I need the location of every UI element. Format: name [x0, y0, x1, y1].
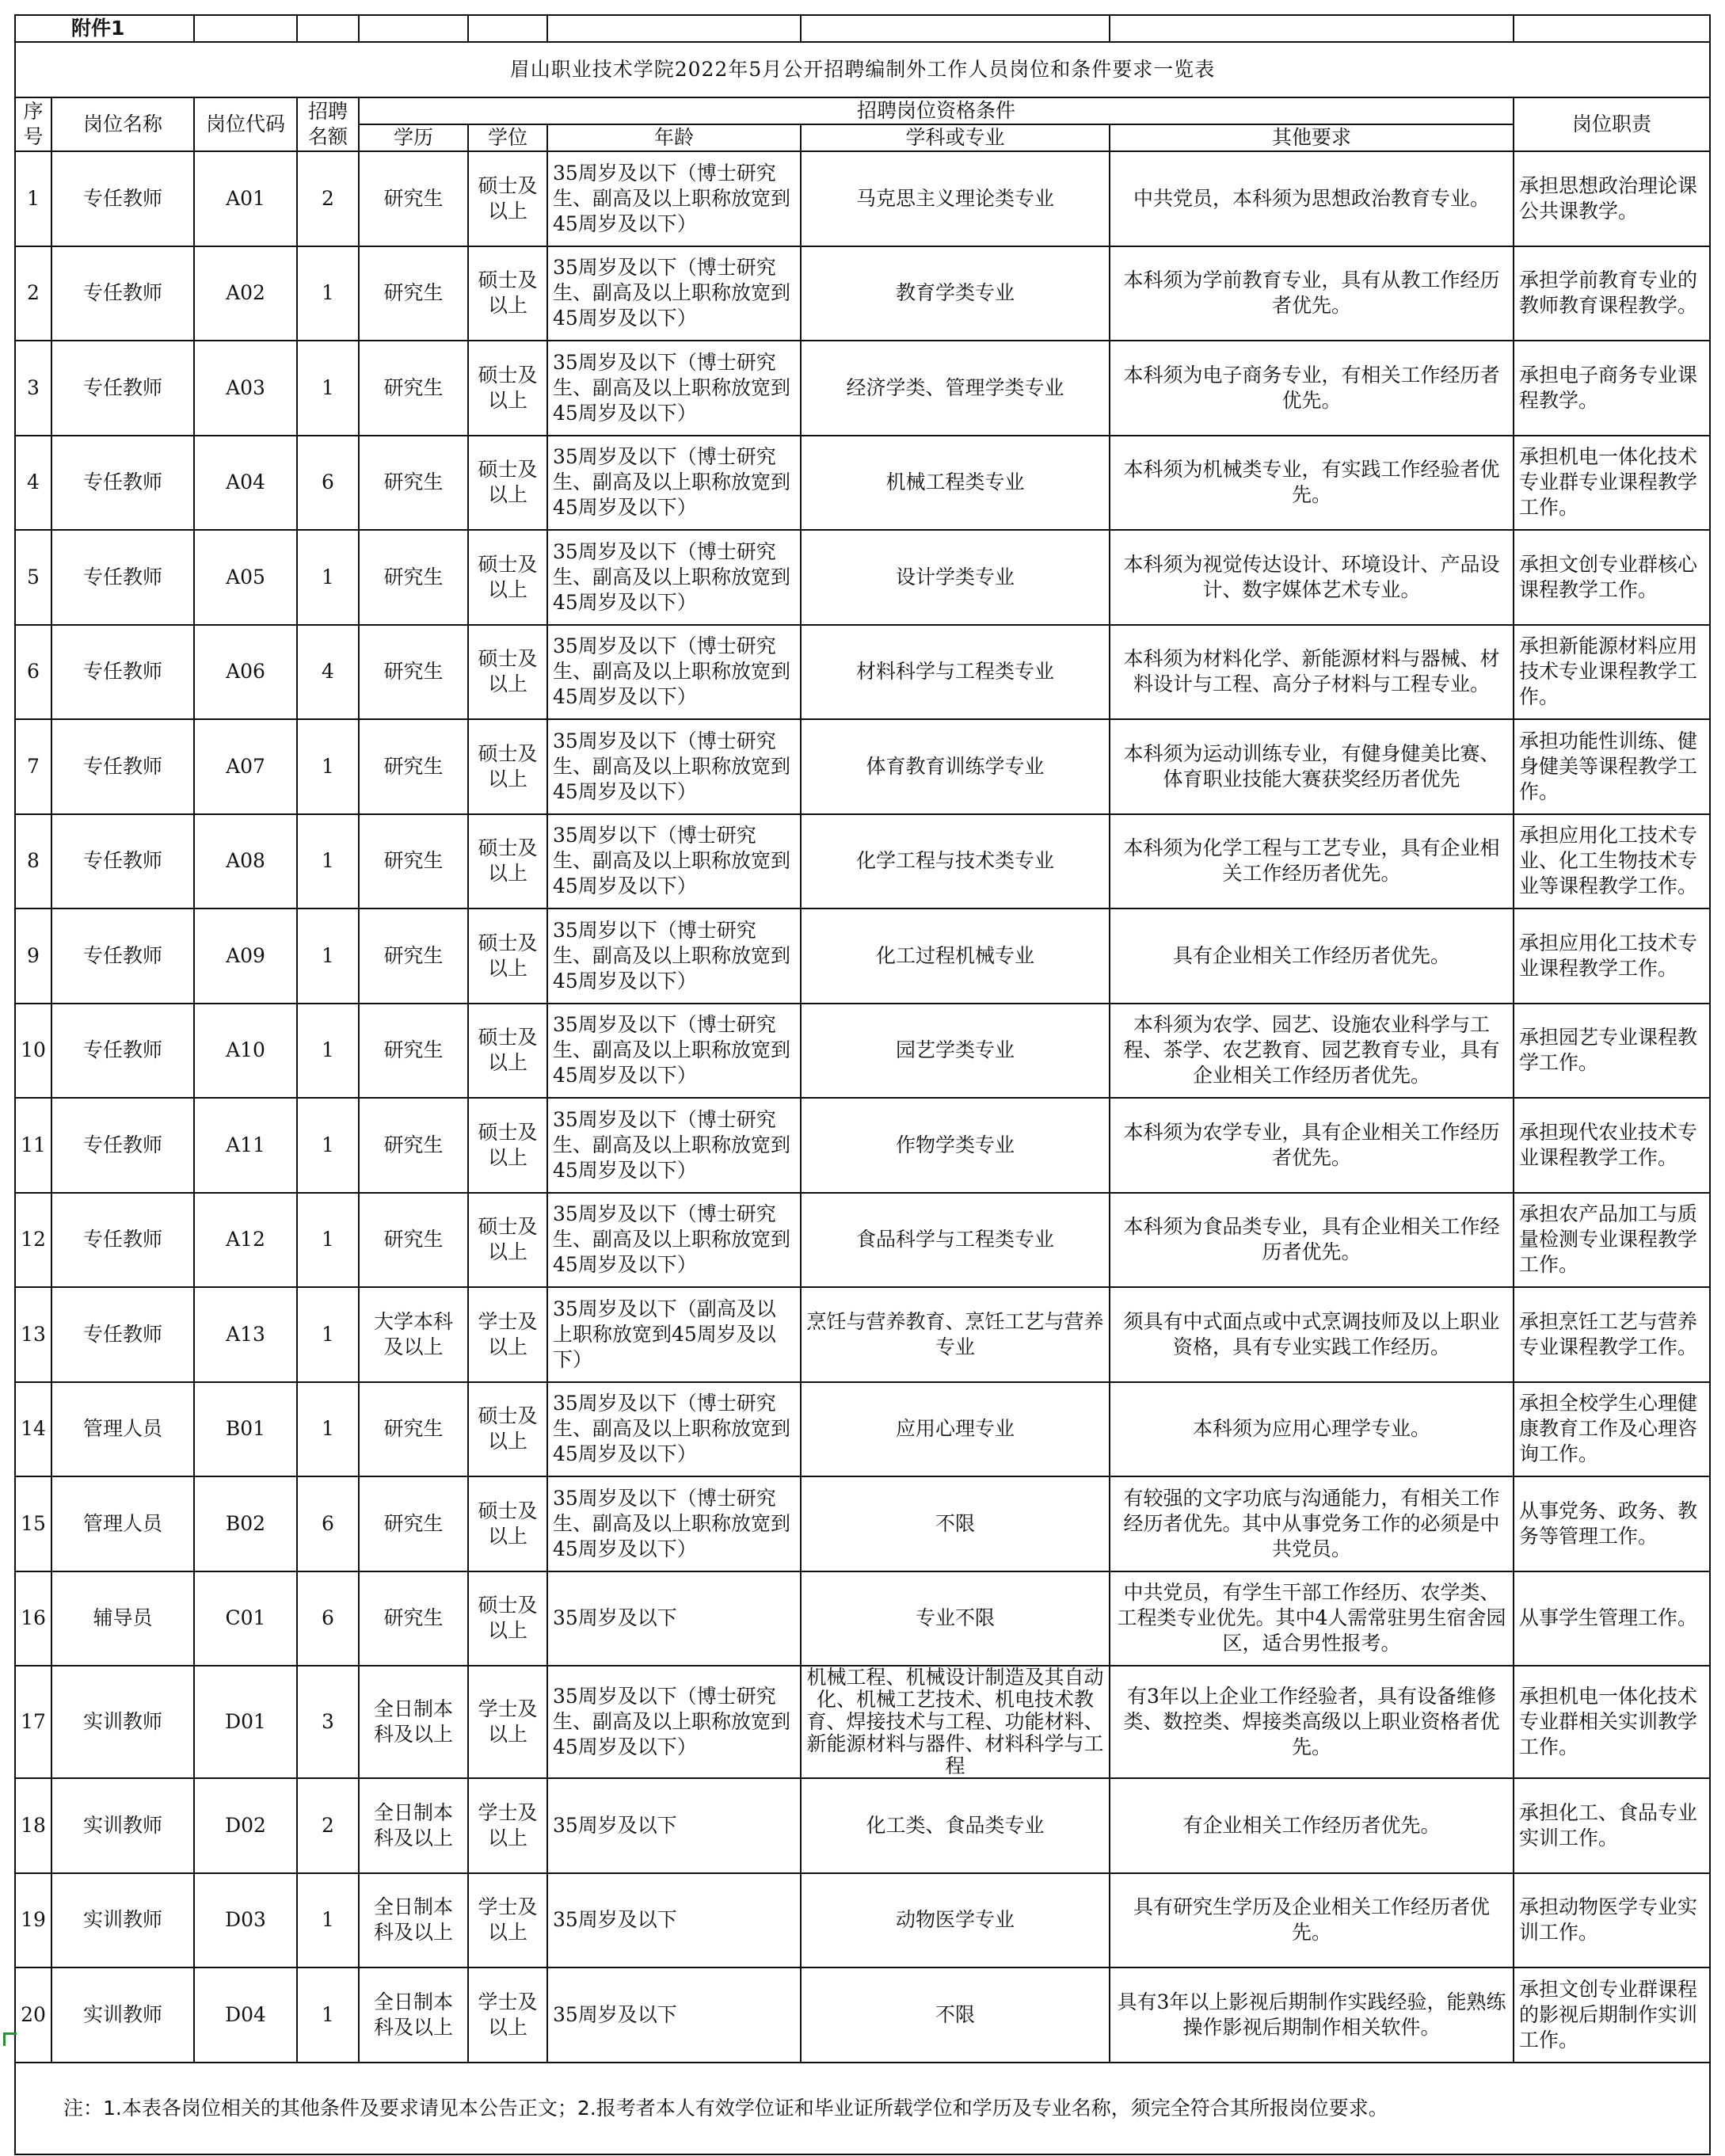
cell-education: 研究生 — [359, 1193, 468, 1288]
cell-post-code: A05 — [194, 530, 297, 625]
cell-age: 35周岁及以下（博士研究生、副高及以上职称放宽到45周岁及以下） — [547, 1382, 801, 1477]
cell-duty: 承担烹饪工艺与营养专业课程教学工作。 — [1514, 1287, 1710, 1382]
header-post-code: 岗位代码 — [194, 97, 297, 151]
cell-age: 35周岁及以下（博士研究生、副高及以上职称放宽到45周岁及以下） — [547, 530, 801, 625]
cell-degree: 学士及以上 — [468, 1778, 547, 1873]
cell-degree: 硕士及以上 — [468, 530, 547, 625]
cell-education: 研究生 — [359, 341, 468, 436]
cell-seq: 11 — [15, 1098, 51, 1193]
cell-post-name: 实训教师 — [51, 1666, 194, 1778]
cell-post-code: A02 — [194, 246, 297, 341]
cell-seq: 17 — [15, 1666, 51, 1778]
cell-quota: 6 — [297, 1571, 359, 1667]
cell-other: 本科须为化学工程与工艺专业，具有企业相关工作经历者优先。 — [1110, 814, 1514, 909]
header-degree: 学位 — [468, 124, 547, 151]
cell-post-name: 管理人员 — [51, 1382, 194, 1477]
cell-duty: 从事党务、政务、教务等管理工作。 — [1514, 1476, 1710, 1571]
cell-age: 35周岁及以下（博士研究生、副高及以上职称放宽到45周岁及以下） — [547, 1666, 801, 1778]
cell-post-code: A13 — [194, 1287, 297, 1382]
cell-degree: 硕士及以上 — [468, 719, 547, 814]
cell-post-name: 实训教师 — [51, 1967, 194, 2063]
cell-duty: 承担文创专业群课程的影视后期制作实训工作。 — [1514, 1967, 1710, 2063]
cell-education: 研究生 — [359, 1571, 468, 1667]
cell-other: 本科须为机械类专业，有实践工作经验者优先。 — [1110, 436, 1514, 531]
cell-major: 机械工程类专业 — [801, 436, 1110, 531]
cell-duty: 承担学前教育专业的教师教育课程教学。 — [1514, 246, 1710, 341]
cell-quota: 1 — [297, 1004, 359, 1099]
annex-label: 附件1 — [15, 15, 194, 42]
cell-other: 本科须为农学、园艺、设施农业科学与工程、茶学、农艺教育、园艺教育专业，具有企业相关工作经历者优先。 — [1110, 1004, 1514, 1099]
cell-duty: 承担新能源材料应用技术专业课程教学工作。 — [1514, 625, 1710, 720]
header-row-1 — [15, 97, 1710, 124]
cell-major: 化工类、食品类专业 — [801, 1778, 1110, 1873]
cell-quota: 1 — [297, 1382, 359, 1477]
cell-age: 35周岁以下（博士研究生、副高及以上职称放宽到45周岁及以下） — [547, 814, 801, 909]
cell-duty: 承担机电一体化技术专业群相关实训教学工作。 — [1514, 1666, 1710, 1778]
header-qualification-group: 招聘岗位资格条件 — [359, 97, 1514, 124]
cell-education: 研究生 — [359, 1382, 468, 1477]
cell-degree: 硕士及以上 — [468, 1382, 547, 1477]
cell-education: 全日制本科及以上 — [359, 1666, 468, 1778]
cell-degree: 学士及以上 — [468, 1287, 547, 1382]
cell-education: 研究生 — [359, 1098, 468, 1193]
cell-post-code: A07 — [194, 719, 297, 814]
cell-quota: 1 — [297, 1873, 359, 1968]
cell-seq: 19 — [15, 1873, 51, 1968]
table-row — [15, 1476, 1710, 1571]
cell-post-code: D03 — [194, 1873, 297, 1968]
cell-post-name: 实训教师 — [51, 1873, 194, 1968]
header-other: 其他要求 — [1110, 124, 1514, 151]
table-row — [15, 1004, 1710, 1099]
cell-major: 不限 — [801, 1967, 1110, 2063]
cell-degree: 学士及以上 — [468, 1666, 547, 1778]
cell-age: 35周岁及以下 — [547, 1967, 801, 2063]
cell-degree: 学士及以上 — [468, 1873, 547, 1968]
cell-post-name: 专任教师 — [51, 530, 194, 625]
cell-major: 烹饪与营养教育、烹饪工艺与营养专业 — [801, 1287, 1110, 1382]
cell-post-code: A12 — [194, 1193, 297, 1288]
cell-seq: 4 — [15, 436, 51, 531]
cell-quota: 1 — [297, 246, 359, 341]
cell-education: 研究生 — [359, 1476, 468, 1571]
cell-post-code: A10 — [194, 1004, 297, 1099]
cell-education: 全日制本科及以上 — [359, 1967, 468, 2063]
cell-education: 研究生 — [359, 246, 468, 341]
cell-post-name: 专任教师 — [51, 341, 194, 436]
table-row — [15, 246, 1710, 341]
cell-post-name: 实训教师 — [51, 1778, 194, 1873]
cell-major: 应用心理专业 — [801, 1382, 1110, 1477]
cell-age: 35周岁及以下（博士研究生、副高及以上职称放宽到45周岁及以下） — [547, 625, 801, 720]
cell-post-name: 辅导员 — [51, 1571, 194, 1667]
cell-post-code: D01 — [194, 1666, 297, 1778]
cell-duty: 从事学生管理工作。 — [1514, 1571, 1710, 1667]
cell-post-code: B01 — [194, 1382, 297, 1477]
cell-duty: 承担文创专业群核心课程教学工作。 — [1514, 530, 1710, 625]
cell-duty: 承担机电一体化技术专业群专业课程教学工作。 — [1514, 436, 1710, 531]
cell-degree: 硕士及以上 — [468, 1098, 547, 1193]
cell-education: 研究生 — [359, 814, 468, 909]
cell-other: 本科须为食品类专业，具有企业相关工作经历者优先。 — [1110, 1193, 1514, 1288]
table-row — [15, 1382, 1710, 1477]
cell-other: 本科须为电子商务专业，有相关工作经历者优先。 — [1110, 341, 1514, 436]
cell-age: 35周岁及以下 — [547, 1778, 801, 1873]
cell-quota: 1 — [297, 908, 359, 1004]
cell-duty: 承担农产品加工与质量检测专业课程教学工作。 — [1514, 1193, 1710, 1288]
cell-post-code: C01 — [194, 1571, 297, 1667]
cell-seq: 8 — [15, 814, 51, 909]
cell-major: 动物医学专业 — [801, 1873, 1110, 1968]
table-row — [15, 1873, 1710, 1968]
cell-duty: 承担动物医学专业实训工作。 — [1514, 1873, 1710, 1968]
corner-mark — [3, 2032, 17, 2046]
cell-post-name: 专任教师 — [51, 151, 194, 246]
cell-other: 本科须为学前教育专业，具有从教工作经历者优先。 — [1110, 246, 1514, 341]
header-post-name: 岗位名称 — [51, 97, 194, 151]
cell-seq: 20 — [15, 1967, 51, 2063]
cell-age: 35周岁及以下（博士研究生、副高及以上职称放宽到45周岁及以下） — [547, 1098, 801, 1193]
cell-duty: 承担应用化工技术专业课程教学工作。 — [1514, 908, 1710, 1004]
cell-major: 体育教育训练学专业 — [801, 719, 1110, 814]
cell-education: 研究生 — [359, 1004, 468, 1099]
cell-quota: 6 — [297, 436, 359, 531]
cell-seq: 6 — [15, 625, 51, 720]
cell-major: 机械工程、机械设计制造及其自动化、机械工艺技术、机电技术教育、焊接技术与工程、功能材料、新能源材料与器件、材料科学与工程 — [801, 1666, 1110, 1778]
cell-duty: 承担应用化工技术专业、化工生物技术专业等课程教学工作。 — [1514, 814, 1710, 909]
cell-age: 35周岁以下（博士研究生、副高及以上职称放宽到45周岁及以下） — [547, 908, 801, 1004]
note-row — [15, 2063, 1710, 2154]
cell-major: 化工过程机械专业 — [801, 908, 1110, 1004]
table-row — [15, 1193, 1710, 1288]
cell-quota: 1 — [297, 814, 359, 909]
cell-post-name: 专任教师 — [51, 908, 194, 1004]
cell-seq: 3 — [15, 341, 51, 436]
cell-post-code: A06 — [194, 625, 297, 720]
cell-duty: 承担思想政治理论课公共课教学。 — [1514, 151, 1710, 246]
cell-post-name: 专任教师 — [51, 1098, 194, 1193]
cell-seq: 18 — [15, 1778, 51, 1873]
cell-education: 研究生 — [359, 908, 468, 1004]
cell-post-code: D04 — [194, 1967, 297, 2063]
table-row — [15, 151, 1710, 246]
cell-age: 35周岁及以下 — [547, 1873, 801, 1968]
cell-other: 中共党员，有学生干部工作经历、农学类、工程类专业优先。其中4人需常驻男生宿舍园区，适合男性报考。 — [1110, 1571, 1514, 1667]
cell-other: 须具有中式面点或中式烹调技师及以上职业资格，具有专业实践工作经历。 — [1110, 1287, 1514, 1382]
cell-education: 研究生 — [359, 151, 468, 246]
header-quota: 招聘名额 — [297, 97, 359, 151]
cell-degree: 硕士及以上 — [468, 1476, 547, 1571]
cell-seq: 9 — [15, 908, 51, 1004]
cell-post-code: D02 — [194, 1778, 297, 1873]
cell-post-code: A01 — [194, 151, 297, 246]
cell-quota: 4 — [297, 625, 359, 720]
cell-duty: 承担全校学生心理健康教育工作及心理咨询工作。 — [1514, 1382, 1710, 1477]
cell-post-name: 专任教师 — [51, 436, 194, 531]
cell-age: 35周岁及以下（博士研究生、副高及以上职称放宽到45周岁及以下） — [547, 719, 801, 814]
cell-post-name: 专任教师 — [51, 1004, 194, 1099]
cell-age: 35周岁及以下（博士研究生、副高及以上职称放宽到45周岁及以下） — [547, 341, 801, 436]
cell-other: 有较强的文字功底与沟通能力，有相关工作经历者优先。其中从事党务工作的必须是中共党员。 — [1110, 1476, 1514, 1571]
table-row — [15, 908, 1710, 1004]
cell-post-code: A03 — [194, 341, 297, 436]
cell-seq: 2 — [15, 246, 51, 341]
cell-seq: 12 — [15, 1193, 51, 1288]
cell-post-name: 专任教师 — [51, 719, 194, 814]
cell-major: 不限 — [801, 1476, 1110, 1571]
cell-seq: 1 — [15, 151, 51, 246]
cell-post-name: 专任教师 — [51, 246, 194, 341]
cell-quota: 1 — [297, 1287, 359, 1382]
cell-major: 材料科学与工程类专业 — [801, 625, 1110, 720]
table-row — [15, 719, 1710, 814]
cell-major: 化学工程与技术类专业 — [801, 814, 1110, 909]
cell-education: 全日制本科及以上 — [359, 1873, 468, 1968]
table-row — [15, 530, 1710, 625]
cell-other: 有企业相关工作经历者优先。 — [1110, 1778, 1514, 1873]
cell-major: 作物学类专业 — [801, 1098, 1110, 1193]
cell-age: 35周岁及以下（博士研究生、副高及以上职称放宽到45周岁及以下） — [547, 436, 801, 531]
cell-degree: 硕士及以上 — [468, 814, 547, 909]
table-row — [15, 1571, 1710, 1667]
cell-quota: 1 — [297, 1967, 359, 2063]
table-row — [15, 341, 1710, 436]
cell-degree: 硕士及以上 — [468, 436, 547, 531]
cell-major: 专业不限 — [801, 1571, 1110, 1667]
annex-row — [15, 15, 1710, 42]
table-row — [15, 1967, 1710, 2063]
cell-duty: 承担功能性训练、健身健美等课程教学工作。 — [1514, 719, 1710, 814]
recruitment-table — [14, 14, 1711, 2155]
cell-major: 马克思主义理论类专业 — [801, 151, 1110, 246]
cell-major: 园艺学类专业 — [801, 1004, 1110, 1099]
cell-seq: 5 — [15, 530, 51, 625]
cell-other: 本科须为材料化学、新能源材料与器械、材料设计与工程、高分子材料与工程专业。 — [1110, 625, 1514, 720]
cell-duty: 承担化工、食品专业实训工作。 — [1514, 1778, 1710, 1873]
cell-age: 35周岁及以下（博士研究生、副高及以上职称放宽到45周岁及以下） — [547, 1193, 801, 1288]
cell-seq: 7 — [15, 719, 51, 814]
table-row — [15, 814, 1710, 909]
cell-degree: 硕士及以上 — [468, 908, 547, 1004]
table-row — [15, 1287, 1710, 1382]
header-seq: 序号 — [15, 97, 51, 151]
cell-education: 研究生 — [359, 436, 468, 531]
header-major: 学科或专业 — [801, 124, 1110, 151]
cell-other: 具有研究生学历及企业相关工作经历者优先。 — [1110, 1873, 1514, 1968]
cell-quota: 6 — [297, 1476, 359, 1571]
table-row — [15, 1778, 1710, 1873]
cell-quota: 1 — [297, 719, 359, 814]
table-row — [15, 1098, 1710, 1193]
cell-major: 食品科学与工程类专业 — [801, 1193, 1110, 1288]
cell-seq: 10 — [15, 1004, 51, 1099]
cell-age: 35周岁及以下（博士研究生、副高及以上职称放宽到45周岁及以下） — [547, 1004, 801, 1099]
cell-degree: 硕士及以上 — [468, 341, 547, 436]
cell-other: 本科须为运动训练专业，有健身健美比赛、体育职业技能大赛获奖经历者优先 — [1110, 719, 1514, 814]
cell-age: 35周岁及以下（副高及以上职称放宽到45周岁及以下） — [547, 1287, 801, 1382]
cell-quota: 2 — [297, 151, 359, 246]
cell-quota: 1 — [297, 1098, 359, 1193]
cell-duty: 承担园艺专业课程教学工作。 — [1514, 1004, 1710, 1099]
header-duty: 岗位职责 — [1514, 97, 1710, 151]
cell-other: 具有企业相关工作经历者优先。 — [1110, 908, 1514, 1004]
cell-post-name: 专任教师 — [51, 814, 194, 909]
cell-education: 研究生 — [359, 625, 468, 720]
cell-education: 研究生 — [359, 719, 468, 814]
cell-seq: 16 — [15, 1571, 51, 1667]
cell-major: 设计学类专业 — [801, 530, 1110, 625]
cell-age: 35周岁及以下（博士研究生、副高及以上职称放宽到45周岁及以下） — [547, 151, 801, 246]
cell-age: 35周岁及以下（博士研究生、副高及以上职称放宽到45周岁及以下） — [547, 1476, 801, 1571]
cell-quota: 1 — [297, 341, 359, 436]
cell-education: 大学本科及以上 — [359, 1287, 468, 1382]
cell-post-code: A04 — [194, 436, 297, 531]
cell-seq: 13 — [15, 1287, 51, 1382]
page-title: 眉山职业技术学院2022年5月公开招聘编制外工作人员岗位和条件要求一览表 — [15, 42, 1710, 97]
cell-post-name: 专任教师 — [51, 1193, 194, 1288]
cell-seq: 14 — [15, 1382, 51, 1477]
cell-degree: 学士及以上 — [468, 1967, 547, 2063]
cell-major: 教育学类专业 — [801, 246, 1110, 341]
cell-post-code: A11 — [194, 1098, 297, 1193]
cell-post-code: A09 — [194, 908, 297, 1004]
cell-education: 研究生 — [359, 530, 468, 625]
cell-quota: 3 — [297, 1666, 359, 1778]
cell-other: 本科须为视觉传达设计、环境设计、产品设计、数字媒体艺术专业。 — [1110, 530, 1514, 625]
table-row — [15, 625, 1710, 720]
cell-other: 中共党员，本科须为思想政治教育专业。 — [1110, 151, 1514, 246]
table-row — [15, 436, 1710, 531]
footnote: 注：1.本表各岗位相关的其他条件及要求请见本公告正文；2.报考者本人有效学位证和毕业证所载学位和学历及专业名称，须完全符合其所报岗位要求。 — [15, 2063, 1710, 2154]
cell-age: 35周岁及以下（博士研究生、副高及以上职称放宽到45周岁及以下） — [547, 246, 801, 341]
cell-other: 本科须为农学专业，具有企业相关工作经历者优先。 — [1110, 1098, 1514, 1193]
cell-post-name: 专任教师 — [51, 1287, 194, 1382]
cell-other: 具有3年以上影视后期制作实践经验，能熟练操作影视后期制作相关软件。 — [1110, 1967, 1514, 2063]
title-row — [15, 42, 1710, 97]
cell-quota: 1 — [297, 1193, 359, 1288]
cell-post-name: 管理人员 — [51, 1476, 194, 1571]
cell-duty: 承担现代农业技术专业课程教学工作。 — [1514, 1098, 1710, 1193]
header-age: 年龄 — [547, 124, 801, 151]
cell-duty: 承担电子商务专业课程教学。 — [1514, 341, 1710, 436]
cell-other: 有3年以上企业工作经验者，具有设备维修类、数控类、焊接类高级以上职业资格者优先。 — [1110, 1666, 1514, 1778]
cell-other: 本科须为应用心理学专业。 — [1110, 1382, 1514, 1477]
cell-degree: 硕士及以上 — [468, 246, 547, 341]
cell-post-code: B02 — [194, 1476, 297, 1571]
cell-education: 全日制本科及以上 — [359, 1778, 468, 1873]
cell-degree: 硕士及以上 — [468, 625, 547, 720]
cell-degree: 硕士及以上 — [468, 1571, 547, 1667]
cell-degree: 硕士及以上 — [468, 1193, 547, 1288]
cell-age: 35周岁及以下 — [547, 1571, 801, 1667]
cell-major: 经济学类、管理学类专业 — [801, 341, 1110, 436]
cell-seq: 15 — [15, 1476, 51, 1571]
header-education: 学历 — [359, 124, 468, 151]
cell-post-name: 专任教师 — [51, 625, 194, 720]
cell-post-code: A08 — [194, 814, 297, 909]
cell-quota: 2 — [297, 1778, 359, 1873]
recruitment-table-frame — [14, 14, 1709, 2140]
cell-degree: 硕士及以上 — [468, 151, 547, 246]
table-row — [15, 1666, 1710, 1778]
cell-quota: 1 — [297, 530, 359, 625]
cell-degree: 硕士及以上 — [468, 1004, 547, 1099]
